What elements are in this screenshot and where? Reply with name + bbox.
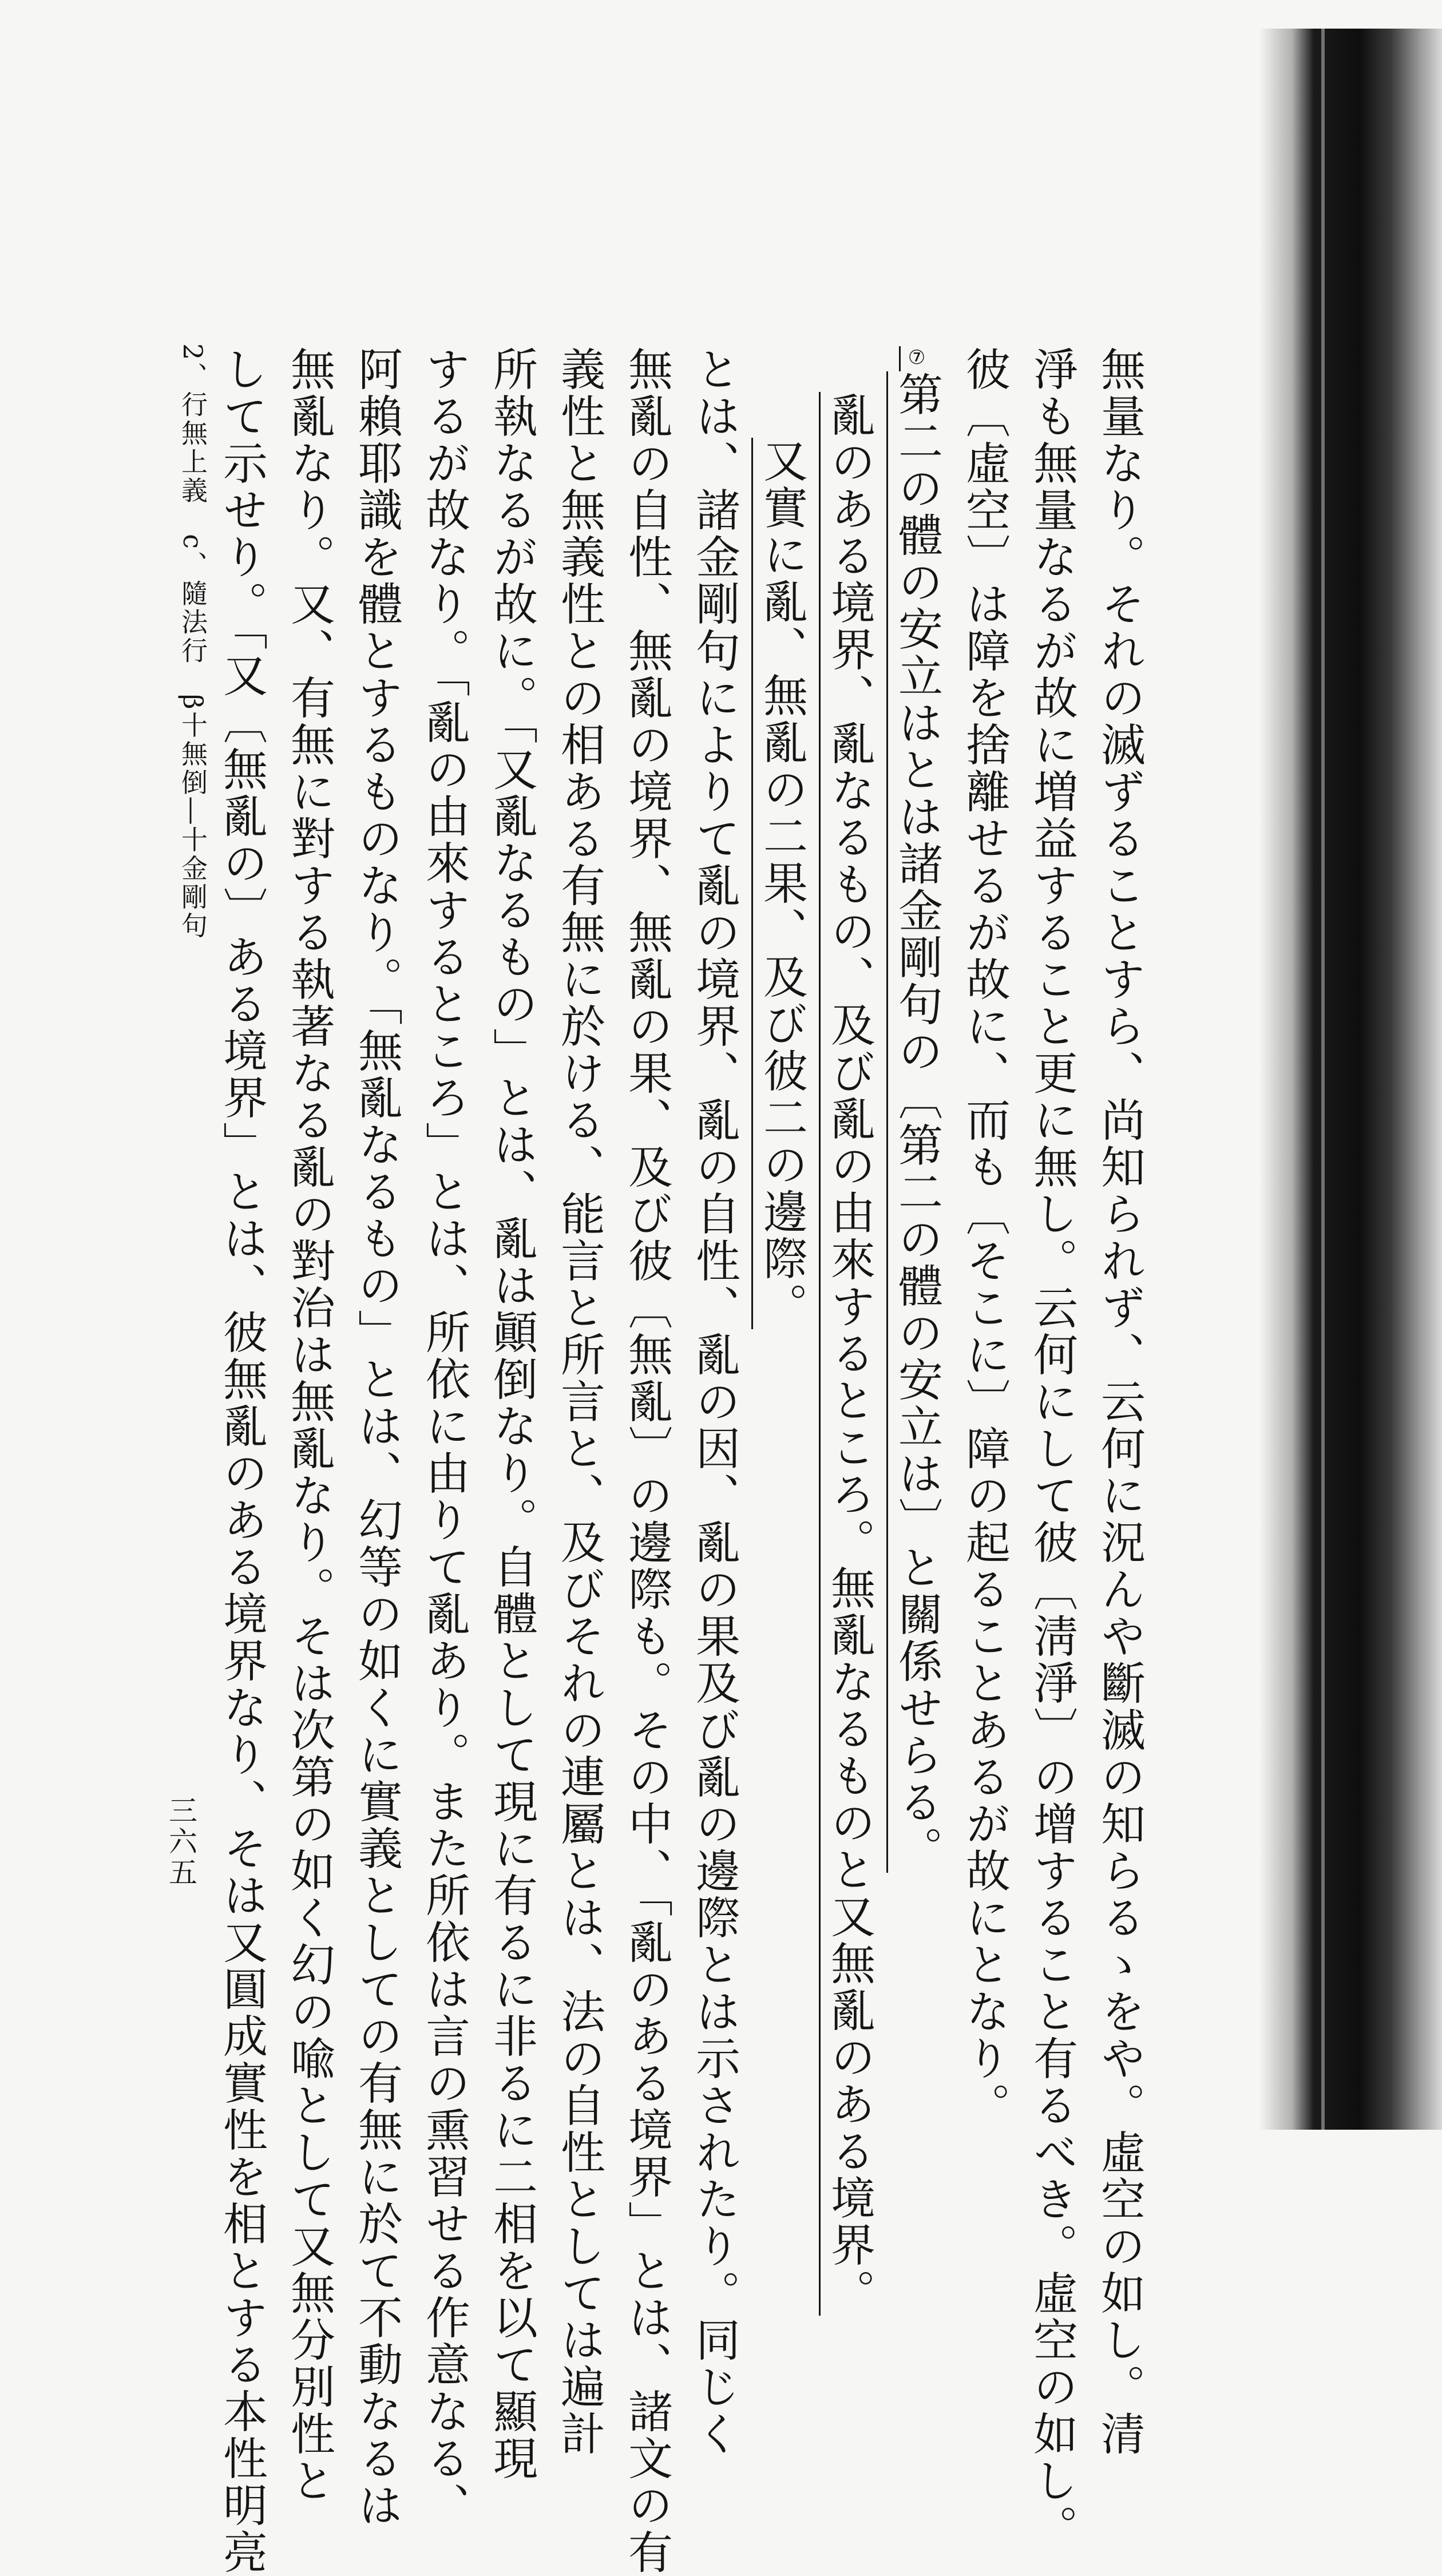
page-footer — [160, 343, 212, 1888]
body-line-12: 阿賴耶識を體とするものなり。「無亂なるもの」とは、幻等の如くに實義としての有無に於て不動なるは — [351, 346, 402, 2529]
body-line-14: して示せり。「又〔無亂の〕ある境界」とは、彼無亂のある境界なり、そは又圓成實性を相とする本性明亮 — [216, 346, 267, 2576]
section-heading: 第二の體の安立はとは諸金剛句の〔第二の體の安立は〕と關係せらる。 — [891, 371, 942, 1873]
body-line-9: 義性と無義性との相ある有無に於ける、能言と所言と、及びそれの連屬とは、法の自性としては遍計 — [553, 346, 605, 2458]
body-line-6: 又實に亂、無亂の二果、及び彼二の邊際。 — [756, 438, 807, 1329]
body-line-11: するが故なり。「亂の由來するところ」とは、所依に由りて亂あり。また所依は言の熏習せる作意なる、 — [418, 346, 470, 2529]
book-binding-shadow — [1259, 29, 1442, 2130]
body-line-13: 無亂なり。又、有無に對する執著なる亂の對治は無亂なり。そは次第の如く幻の喩として又無分別性と — [283, 346, 335, 2504]
running-head: 2、行無上義 c、隨法行 β十無倒―十金剛句 — [177, 343, 208, 941]
body-line-4 — [883, 346, 950, 1885]
body-line-7: とは、諸金剛句によりて亂の境界、亂の自性、亂の因、亂の果及び亂の邊際とは示されたり。同じく — [688, 346, 740, 2458]
body-line-5: 亂のある境界、亂なるもの、及び亂の由來するところ。無亂なるものと又無亂のある境界。 — [823, 392, 875, 2316]
body-line-10: 所執なるが故に。「又亂なるもの」とは、亂は顚倒なり。自體として現に有るに非るに二相を以て顯現 — [486, 346, 537, 2482]
page-number: 三六五 — [164, 1796, 197, 1888]
body-line-1: 無量なり。それの滅ずることすら、尚知られず、云何に況んや斷滅の知らるゝをや。虛空の如し。清 — [1094, 346, 1145, 2458]
page-body — [203, 346, 1153, 2576]
body-line-2: 淨も無量なるが故に増益すること更に無し。云何にして彼〔淸淨〕の增すること有るべき。虛空の如し。 — [1026, 346, 1077, 2551]
binding-line — [1321, 29, 1325, 2130]
body-line-8: 無亂の自性、無亂の境界、無亂の果、及び彼〔無亂〕の邊際も。その中、「亂のある境界」とは、諸文の有 — [621, 346, 672, 2576]
note-mark: ⑦ — [905, 346, 928, 371]
body-line-3: 彼〔虛空〕は障を捨離せるが故に、而も〔そこに〕障の起ることあるが故にとなり。 — [958, 346, 1010, 2129]
